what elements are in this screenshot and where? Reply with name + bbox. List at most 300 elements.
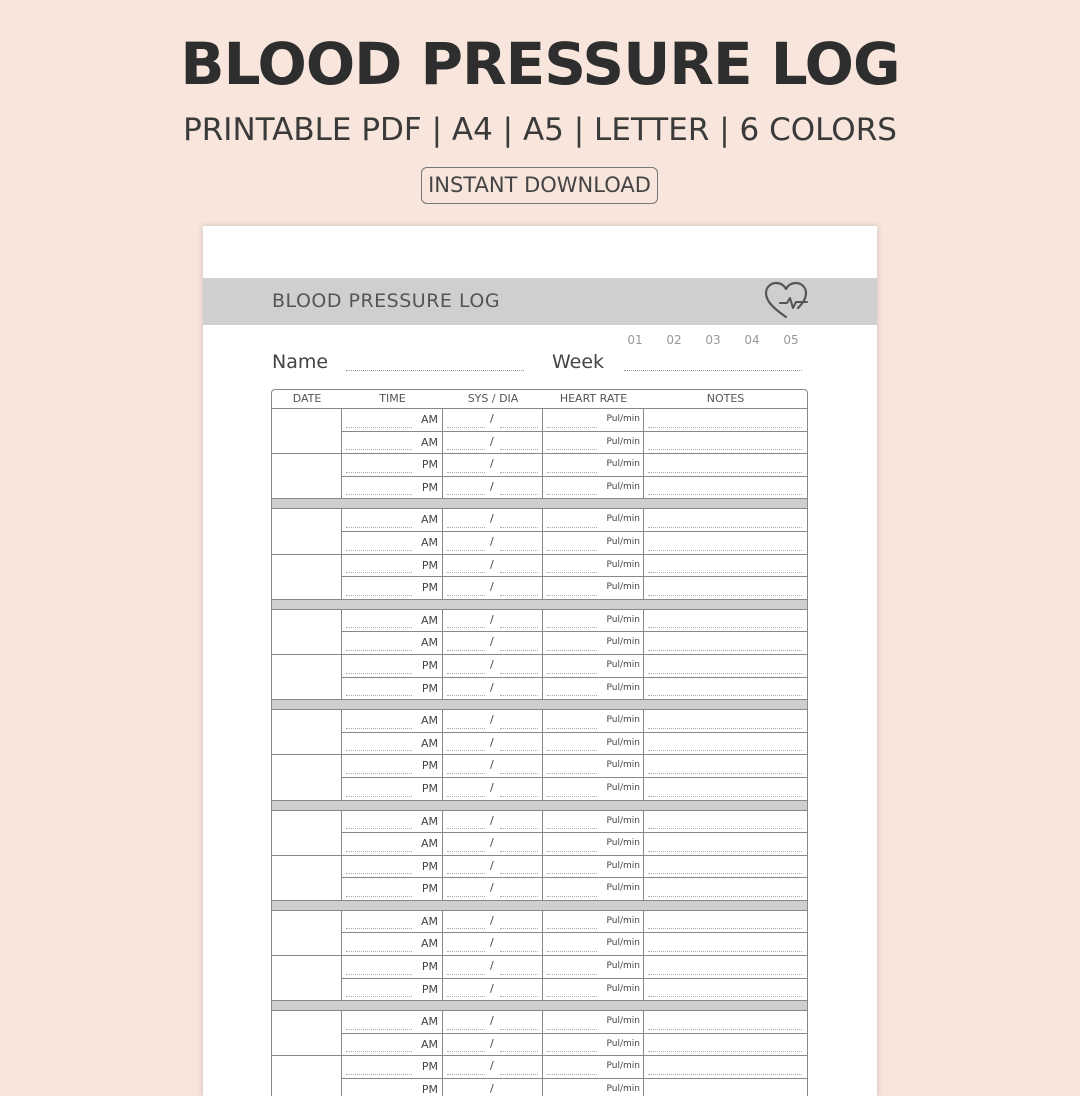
sys-dia-cell[interactable]	[443, 911, 543, 933]
heart-rate-cell[interactable]	[543, 454, 644, 476]
entry-line[interactable]	[547, 595, 597, 596]
period-label: PM	[421, 458, 438, 472]
sys-dia-cell[interactable]	[443, 755, 543, 777]
entry-line[interactable]	[447, 728, 485, 729]
heart-rate-cell[interactable]	[543, 577, 644, 599]
sys-dia-separator: /	[490, 434, 494, 448]
day-group	[272, 609, 807, 699]
entry-line[interactable]	[500, 627, 538, 628]
notes-cell[interactable]	[644, 454, 807, 476]
date-cell-half[interactable]	[272, 910, 341, 955]
sys-dia-cell[interactable]	[443, 878, 543, 900]
entry-line[interactable]	[447, 472, 485, 473]
date-cell[interactable]	[272, 709, 342, 799]
entry-line[interactable]	[500, 527, 538, 528]
heart-rate-cell[interactable]	[543, 933, 644, 955]
time-cell[interactable]	[342, 655, 443, 677]
entry-line[interactable]	[547, 928, 597, 929]
notes-cell[interactable]	[644, 856, 807, 878]
entry-line[interactable]	[500, 1051, 538, 1052]
time-cell[interactable]	[342, 1011, 443, 1033]
sys-dia-cell[interactable]	[443, 979, 543, 1001]
time-cell[interactable]	[342, 532, 443, 554]
heart-rate-cell[interactable]	[543, 856, 644, 878]
entry-line[interactable]	[547, 896, 597, 897]
heart-rate-unit: Pul/min	[606, 938, 640, 949]
notes-cell[interactable]	[644, 1056, 807, 1078]
entry-line[interactable]	[547, 974, 597, 975]
time-cell[interactable]	[342, 933, 443, 955]
entry-line[interactable]	[547, 550, 597, 551]
entry-line[interactable]	[500, 673, 538, 674]
entry-line[interactable]	[346, 627, 412, 628]
entry-line[interactable]	[346, 449, 412, 450]
entry-line[interactable]	[500, 828, 538, 829]
sys-dia-separator: /	[490, 1014, 494, 1028]
entry-line[interactable]	[648, 928, 802, 929]
entry-line[interactable]	[500, 695, 538, 696]
time-cell[interactable]	[342, 755, 443, 777]
heart-rate-unit: Pul/min	[606, 782, 640, 793]
entry-line[interactable]	[346, 494, 412, 495]
entry-line[interactable]	[447, 673, 485, 674]
time-cell[interactable]	[342, 733, 443, 755]
heart-rate-cell[interactable]	[543, 432, 644, 454]
notes-cell[interactable]	[644, 577, 807, 599]
name-field[interactable]	[346, 370, 524, 371]
heart-rate-cell[interactable]	[543, 678, 644, 700]
entry-line[interactable]	[346, 996, 412, 997]
date-cell-half[interactable]	[272, 1010, 341, 1055]
week-field[interactable]	[624, 370, 802, 371]
sys-dia-cell[interactable]	[443, 577, 543, 599]
entry-line[interactable]	[648, 728, 802, 729]
entry-line[interactable]	[447, 974, 485, 975]
sys-dia-cell[interactable]	[443, 1079, 543, 1096]
entry-line[interactable]	[447, 427, 485, 428]
time-cell[interactable]	[342, 454, 443, 476]
notes-cell[interactable]	[644, 655, 807, 677]
entry-line[interactable]	[447, 449, 485, 450]
entry-line[interactable]	[447, 595, 485, 596]
entry-line[interactable]	[547, 728, 597, 729]
heart-rate-cell[interactable]	[543, 878, 644, 900]
entry-line[interactable]	[648, 627, 802, 628]
time-cell[interactable]	[342, 577, 443, 599]
entry-line[interactable]	[447, 1051, 485, 1052]
entry-line[interactable]	[547, 695, 597, 696]
entry-line[interactable]	[447, 550, 485, 551]
time-cell[interactable]	[342, 878, 443, 900]
time-cell[interactable]	[342, 477, 443, 499]
sys-dia-cell[interactable]	[443, 477, 543, 499]
notes-cell[interactable]	[644, 833, 807, 855]
entry-line[interactable]	[447, 494, 485, 495]
week-label: Week	[552, 351, 605, 373]
notes-cell[interactable]	[644, 956, 807, 978]
entry-line[interactable]	[648, 472, 802, 473]
entry-line[interactable]	[447, 851, 485, 852]
sys-dia-separator: /	[490, 612, 494, 626]
sys-dia-cell[interactable]	[443, 1056, 543, 1078]
entry-line[interactable]	[346, 427, 412, 428]
entry-line[interactable]	[500, 851, 538, 852]
entry-line[interactable]	[547, 572, 597, 573]
entry-line[interactable]	[346, 773, 412, 774]
notes-cell[interactable]	[644, 979, 807, 1001]
entry-line[interactable]	[648, 828, 802, 829]
entry-line[interactable]	[500, 896, 538, 897]
entry-line[interactable]	[447, 572, 485, 573]
entry-line[interactable]	[500, 650, 538, 651]
entry-line[interactable]	[547, 494, 597, 495]
entry-line[interactable]	[346, 650, 412, 651]
heart-rate-cell[interactable]	[543, 409, 644, 431]
heart-rate-unit: Pul/min	[606, 536, 640, 547]
sys-dia-cell[interactable]	[443, 678, 543, 700]
period-label: PM	[421, 1060, 438, 1074]
entry-line[interactable]	[547, 1051, 597, 1052]
notes-cell[interactable]	[644, 555, 807, 577]
entry-line[interactable]	[500, 873, 538, 874]
heart-rate-cell[interactable]	[543, 811, 644, 833]
notes-cell[interactable]	[644, 733, 807, 755]
sys-dia-cell[interactable]	[443, 1011, 543, 1033]
entry-line[interactable]	[648, 873, 802, 874]
sys-dia-cell[interactable]	[443, 956, 543, 978]
notes-cell[interactable]	[644, 811, 807, 833]
sys-dia-cell[interactable]	[443, 409, 543, 431]
notes-cell[interactable]	[644, 933, 807, 955]
entry-line[interactable]	[500, 427, 538, 428]
entry-line[interactable]	[547, 527, 597, 528]
entry-line[interactable]	[648, 1051, 802, 1052]
time-cell[interactable]	[342, 1056, 443, 1078]
entry-line[interactable]	[500, 996, 538, 997]
time-cell[interactable]	[342, 1034, 443, 1056]
entry-line[interactable]	[447, 896, 485, 897]
entry-line[interactable]	[648, 1074, 802, 1075]
heart-rate-unit: Pul/min	[606, 1061, 640, 1072]
heart-rate-cell[interactable]	[543, 755, 644, 777]
heart-rate-cell[interactable]	[543, 532, 644, 554]
heart-rate-unit: Pul/min	[606, 961, 640, 972]
heart-rate-cell[interactable]	[543, 632, 644, 654]
notes-cell[interactable]	[644, 477, 807, 499]
sys-dia-cell[interactable]	[443, 811, 543, 833]
heart-rate-cell[interactable]	[543, 956, 644, 978]
entry-line[interactable]	[648, 494, 802, 495]
time-cell[interactable]	[342, 409, 443, 431]
sys-dia-separator: /	[490, 981, 494, 995]
entry-line[interactable]	[648, 896, 802, 897]
heart-rate-cell[interactable]	[543, 833, 644, 855]
sys-dia-cell[interactable]	[443, 856, 543, 878]
entry-line[interactable]	[547, 1029, 597, 1030]
table-row	[342, 1055, 807, 1078]
table-row	[342, 508, 807, 531]
heart-rate-cell[interactable]	[543, 655, 644, 677]
notes-cell[interactable]	[644, 610, 807, 632]
time-cell[interactable]	[342, 509, 443, 531]
date-cell-half[interactable]	[272, 654, 341, 699]
heart-rate-cell[interactable]	[543, 509, 644, 531]
entry-line[interactable]	[447, 928, 485, 929]
time-cell[interactable]	[342, 856, 443, 878]
heart-rate-cell[interactable]	[543, 733, 644, 755]
notes-cell[interactable]	[644, 755, 807, 777]
entry-line[interactable]	[447, 627, 485, 628]
entry-line[interactable]	[547, 851, 597, 852]
entry-line[interactable]	[346, 974, 412, 975]
period-label: PM	[421, 558, 438, 572]
entry-line[interactable]	[346, 472, 412, 473]
heart-rate-cell[interactable]	[543, 778, 644, 800]
period-label: PM	[421, 982, 438, 996]
notes-cell[interactable]	[644, 778, 807, 800]
entry-line[interactable]	[547, 750, 597, 751]
heart-rate-cell[interactable]	[543, 979, 644, 1001]
time-cell[interactable]	[342, 432, 443, 454]
date-cell-half[interactable]	[272, 453, 341, 498]
sys-dia-cell[interactable]	[443, 454, 543, 476]
entry-line[interactable]	[648, 851, 802, 852]
entry-line[interactable]	[500, 928, 538, 929]
entry-line[interactable]	[346, 750, 412, 751]
date-cell-half[interactable]	[272, 609, 341, 654]
entry-line[interactable]	[447, 996, 485, 997]
entry-line[interactable]	[648, 449, 802, 450]
entry-line[interactable]	[500, 472, 538, 473]
entry-line[interactable]	[547, 996, 597, 997]
entry-line[interactable]	[346, 695, 412, 696]
entry-line[interactable]	[648, 974, 802, 975]
sys-dia-cell[interactable]	[443, 933, 543, 955]
entry-line[interactable]	[346, 595, 412, 596]
entry-line[interactable]	[500, 595, 538, 596]
entry-line[interactable]	[547, 650, 597, 651]
notes-cell[interactable]	[644, 632, 807, 654]
column-header-heart-rate: HEART RATE	[559, 392, 628, 405]
entry-line[interactable]	[500, 773, 538, 774]
entry-line[interactable]	[447, 695, 485, 696]
entry-line[interactable]	[648, 595, 802, 596]
heart-rate-cell[interactable]	[543, 710, 644, 732]
notes-cell[interactable]	[644, 1011, 807, 1033]
entry-line[interactable]	[346, 873, 412, 874]
sys-dia-separator: /	[490, 479, 494, 493]
entry-line[interactable]	[447, 750, 485, 751]
notes-cell[interactable]	[644, 878, 807, 900]
sys-dia-cell[interactable]	[443, 833, 543, 855]
heart-rate-cell[interactable]	[543, 1056, 644, 1078]
entry-line[interactable]	[648, 650, 802, 651]
entry-line[interactable]	[648, 773, 802, 774]
entry-line[interactable]	[547, 828, 597, 829]
week-number-04[interactable]: 04	[744, 333, 760, 347]
notes-cell[interactable]	[644, 911, 807, 933]
entry-line[interactable]	[500, 974, 538, 975]
time-cell[interactable]	[342, 911, 443, 933]
heart-rate-cell[interactable]	[543, 1079, 644, 1096]
entry-line[interactable]	[648, 695, 802, 696]
entry-line[interactable]	[447, 828, 485, 829]
entry-line[interactable]	[500, 494, 538, 495]
date-cell[interactable]	[272, 810, 342, 900]
entry-line[interactable]	[547, 873, 597, 874]
date-cell[interactable]	[272, 609, 342, 699]
entry-line[interactable]	[346, 728, 412, 729]
entry-line[interactable]	[547, 673, 597, 674]
entry-line[interactable]	[500, 1074, 538, 1075]
entry-line[interactable]	[648, 796, 802, 797]
entry-line[interactable]	[648, 527, 802, 528]
entry-line[interactable]	[346, 550, 412, 551]
week-number-05[interactable]: 05	[783, 333, 799, 347]
notes-cell[interactable]	[644, 710, 807, 732]
entry-line[interactable]	[346, 572, 412, 573]
entry-line[interactable]	[500, 550, 538, 551]
date-cell[interactable]	[272, 508, 342, 598]
heart-rate-cell[interactable]	[543, 555, 644, 577]
entry-line[interactable]	[447, 527, 485, 528]
date-cell[interactable]	[272, 1010, 342, 1096]
entry-line[interactable]	[547, 427, 597, 428]
entry-line[interactable]	[547, 627, 597, 628]
notes-cell[interactable]	[644, 678, 807, 700]
date-cell-half[interactable]	[272, 554, 341, 599]
date-cell-half[interactable]	[272, 855, 341, 900]
entry-line[interactable]	[547, 796, 597, 797]
entry-line[interactable]	[447, 796, 485, 797]
entry-line[interactable]	[346, 673, 412, 674]
heart-rate-cell[interactable]	[543, 1034, 644, 1056]
entry-line[interactable]	[547, 472, 597, 473]
entry-line[interactable]	[648, 572, 802, 573]
entry-line[interactable]	[500, 951, 538, 952]
entry-line[interactable]	[547, 449, 597, 450]
time-cell[interactable]	[342, 610, 443, 632]
time-cell[interactable]	[342, 979, 443, 1001]
table-row	[342, 855, 807, 878]
date-cell-half[interactable]	[272, 508, 341, 553]
sys-dia-cell[interactable]	[443, 555, 543, 577]
name-label: Name	[272, 351, 329, 373]
period-label: AM	[420, 736, 438, 750]
table-row	[342, 654, 807, 677]
entry-line[interactable]	[648, 951, 802, 952]
time-cell[interactable]	[342, 956, 443, 978]
entry-line[interactable]	[447, 951, 485, 952]
entry-line[interactable]	[547, 773, 597, 774]
entry-line[interactable]	[346, 896, 412, 897]
notes-cell[interactable]	[644, 409, 807, 431]
entry-line[interactable]	[447, 773, 485, 774]
heart-rate-cell[interactable]	[543, 911, 644, 933]
entry-line[interactable]	[648, 673, 802, 674]
entry-line[interactable]	[346, 951, 412, 952]
entry-line[interactable]	[346, 1029, 412, 1030]
entry-line[interactable]	[346, 527, 412, 528]
entry-line[interactable]	[346, 851, 412, 852]
sys-dia-cell[interactable]	[443, 733, 543, 755]
heart-rate-cell[interactable]	[543, 1011, 644, 1033]
notes-cell[interactable]	[644, 1079, 807, 1096]
notes-cell[interactable]	[644, 432, 807, 454]
date-cell[interactable]	[272, 408, 342, 498]
entry-line[interactable]	[500, 572, 538, 573]
time-cell[interactable]	[342, 632, 443, 654]
notes-cell[interactable]	[644, 1034, 807, 1056]
entry-line[interactable]	[547, 1074, 597, 1075]
sys-dia-separator: /	[490, 780, 494, 794]
entry-line[interactable]	[648, 996, 802, 997]
week-number-02[interactable]: 02	[666, 333, 682, 347]
time-cell[interactable]	[342, 833, 443, 855]
entry-line[interactable]	[500, 796, 538, 797]
notes-cell[interactable]	[644, 509, 807, 531]
entry-line[interactable]	[346, 1074, 412, 1075]
entry-line[interactable]	[500, 728, 538, 729]
entry-line[interactable]	[500, 750, 538, 751]
entry-line[interactable]	[447, 873, 485, 874]
entry-line[interactable]	[346, 828, 412, 829]
time-cell[interactable]	[342, 678, 443, 700]
sys-dia-cell[interactable]	[443, 710, 543, 732]
date-cell[interactable]	[272, 910, 342, 1000]
week-number-03[interactable]: 03	[705, 333, 721, 347]
entry-line[interactable]	[500, 449, 538, 450]
sys-dia-cell[interactable]	[443, 632, 543, 654]
sys-dia-separator: /	[490, 1082, 494, 1096]
date-cell-half[interactable]	[272, 709, 341, 754]
sys-dia-cell[interactable]	[443, 509, 543, 531]
date-cell-half[interactable]	[272, 754, 341, 799]
date-cell-half[interactable]	[272, 1055, 341, 1096]
entry-line[interactable]	[447, 1029, 485, 1030]
sys-dia-cell[interactable]	[443, 432, 543, 454]
entry-line[interactable]	[346, 796, 412, 797]
time-cell[interactable]	[342, 710, 443, 732]
time-cell[interactable]	[342, 555, 443, 577]
entry-line[interactable]	[648, 427, 802, 428]
time-cell[interactable]	[342, 778, 443, 800]
time-cell[interactable]	[342, 811, 443, 833]
sys-dia-cell[interactable]	[443, 1034, 543, 1056]
heart-rate-cell[interactable]	[543, 477, 644, 499]
entry-line[interactable]	[447, 1074, 485, 1075]
time-cell[interactable]	[342, 1079, 443, 1096]
date-cell-half[interactable]	[272, 955, 341, 1000]
entry-line[interactable]	[346, 928, 412, 929]
date-cell-half[interactable]	[272, 408, 341, 453]
entry-line[interactable]	[648, 1029, 802, 1030]
date-cell-half[interactable]	[272, 810, 341, 855]
entry-line[interactable]	[500, 1029, 538, 1030]
heart-rate-cell[interactable]	[543, 610, 644, 632]
notes-cell[interactable]	[644, 532, 807, 554]
sys-dia-cell[interactable]	[443, 610, 543, 632]
entry-line[interactable]	[346, 1051, 412, 1052]
sys-dia-cell[interactable]	[443, 778, 543, 800]
week-number-01[interactable]: 01	[627, 333, 643, 347]
entry-line[interactable]	[547, 951, 597, 952]
sys-dia-cell[interactable]	[443, 532, 543, 554]
entry-line[interactable]	[648, 750, 802, 751]
sys-dia-cell[interactable]	[443, 655, 543, 677]
entry-line[interactable]	[648, 550, 802, 551]
entry-line[interactable]	[447, 650, 485, 651]
